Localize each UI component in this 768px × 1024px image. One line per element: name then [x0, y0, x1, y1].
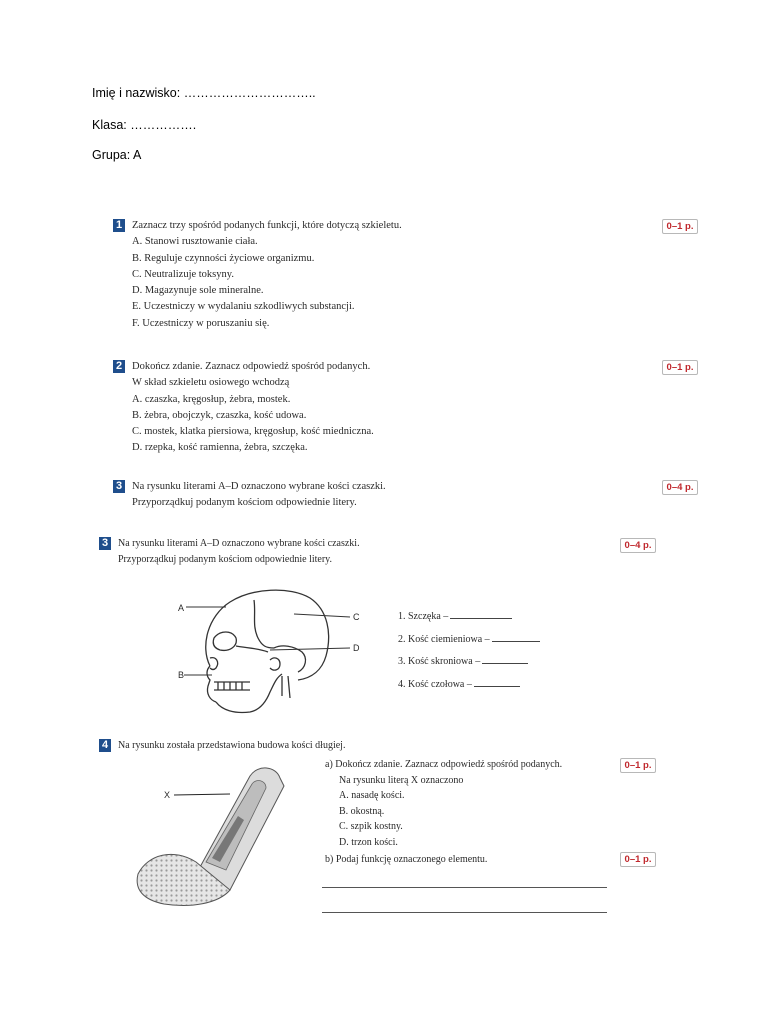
- question-2: [132, 359, 374, 457]
- question-2-prompt: Dokończ zdanie. Zaznacz odpowiedź spośród podanych.: [132, 361, 371, 372]
- question-1: [132, 218, 402, 332]
- question-4a-points: 0–1 p.: [620, 758, 656, 773]
- skull-label-b: B: [178, 670, 185, 680]
- class-field-label: Klasa: …………….: [92, 118, 197, 132]
- skull-figure: [170, 586, 370, 718]
- option-e[interactable]: E. Uczestniczy w wydalaniu szkodliwych substancji.: [132, 301, 355, 313]
- answer-blank-2[interactable]: [492, 641, 540, 642]
- question-1-number: 1: [113, 219, 125, 232]
- option-b[interactable]: B. żebra, obojczyk, czaszka, kość udowa.: [132, 409, 307, 421]
- option-c[interactable]: C. mostek, klatka piersiowa, kręgosłup, kość miedniczna.: [132, 426, 374, 438]
- question-2-number: 2: [113, 360, 125, 373]
- question-2-points: 0–1 p.: [662, 360, 698, 375]
- option-c[interactable]: C. Neutralizuje toksyny.: [132, 268, 234, 280]
- question-4-number: 4: [99, 739, 111, 752]
- question-4b-prompt: b) Podaj funkcję oznaczonego elementu.: [325, 854, 488, 865]
- option-a[interactable]: A. czaszka, kręgosłup, żebra, mostek.: [132, 393, 291, 405]
- question-2-stem: W skład szkieletu osiowego wchodzą: [132, 377, 290, 389]
- answer-line-2[interactable]: [322, 912, 607, 913]
- option-b[interactable]: B. Reguluje czynności życiowe organizmu.: [132, 252, 315, 264]
- matching-item-2: 2. Kość ciemieniowa –: [398, 633, 490, 645]
- question-4-prompt: Na rysunku została przedstawiona budowa kości długiej.: [118, 740, 346, 751]
- question-3b-prompt: Na rysunku literami A–D oznaczono wybrane kości czaszki.: [118, 538, 360, 549]
- question-1-points: 0–1 p.: [662, 219, 698, 234]
- option-f[interactable]: F. Uczestniczy w poruszaniu się.: [132, 317, 270, 329]
- bone-label-x: X: [164, 790, 171, 800]
- question-4a: [325, 757, 562, 850]
- matching-item-4: 4. Kość czołowa –: [398, 678, 472, 690]
- option-b[interactable]: B. okostną.: [339, 805, 385, 817]
- answer-blank-4[interactable]: [474, 686, 520, 687]
- question-4a-prompt: a) Dokończ zdanie. Zaznacz odpowiedź spośród podanych.: [325, 759, 563, 770]
- question-3a-prompt: Na rysunku literami A–D oznaczono wybrane kości czaszki.: [132, 481, 386, 492]
- question-1-prompt: Zaznacz trzy spośród podanych funkcji, które dotyczą szkieletu.: [132, 220, 402, 231]
- answer-blank-3[interactable]: [482, 663, 528, 664]
- matching-list: [398, 606, 540, 696]
- skull-label-a: A: [178, 603, 185, 613]
- matching-item-1: 1. Szczęka –: [398, 611, 449, 622]
- question-3a-number: 3: [113, 480, 125, 493]
- option-d[interactable]: D. trzon kości.: [339, 836, 398, 848]
- question-3b-prompt-2: Przyporządkuj podanym kościom odpowiednie litery.: [118, 554, 333, 566]
- question-4a-stem: Na rysunku literą X oznaczono: [339, 774, 464, 786]
- group-label: Grupa: A: [92, 148, 142, 162]
- answer-line-1[interactable]: [322, 887, 607, 888]
- long-bone-figure: [134, 758, 304, 910]
- question-3b: [118, 536, 360, 569]
- option-a[interactable]: A. nasadę kości.: [339, 790, 405, 801]
- matching-item-3: 3. Kość skroniowa –: [398, 656, 481, 667]
- answer-blank-1[interactable]: [450, 618, 512, 619]
- question-3a-prompt-2: Przyporządkuj podanym kościom odpowiednie litery.: [132, 497, 357, 509]
- option-a[interactable]: A. Stanowi rusztowanie ciała.: [132, 236, 258, 248]
- option-d[interactable]: D. rzepka, kość ramienna, żebra, szczęka.: [132, 442, 308, 454]
- question-3b-number: 3: [99, 537, 111, 550]
- name-field-label: Imię i nazwisko: …………………………..: [92, 86, 316, 100]
- skull-label-d: D: [353, 643, 360, 653]
- question-3a-points: 0–4 p.: [662, 480, 698, 495]
- skull-label-c: C: [353, 612, 360, 622]
- question-3b-points: 0–4 p.: [620, 538, 656, 553]
- question-4b-points: 0–1 p.: [620, 852, 656, 867]
- option-c[interactable]: C. szpik kostny.: [339, 821, 403, 832]
- option-d[interactable]: D. Magazynuje sole mineralne.: [132, 285, 264, 297]
- question-3a: [132, 479, 386, 512]
